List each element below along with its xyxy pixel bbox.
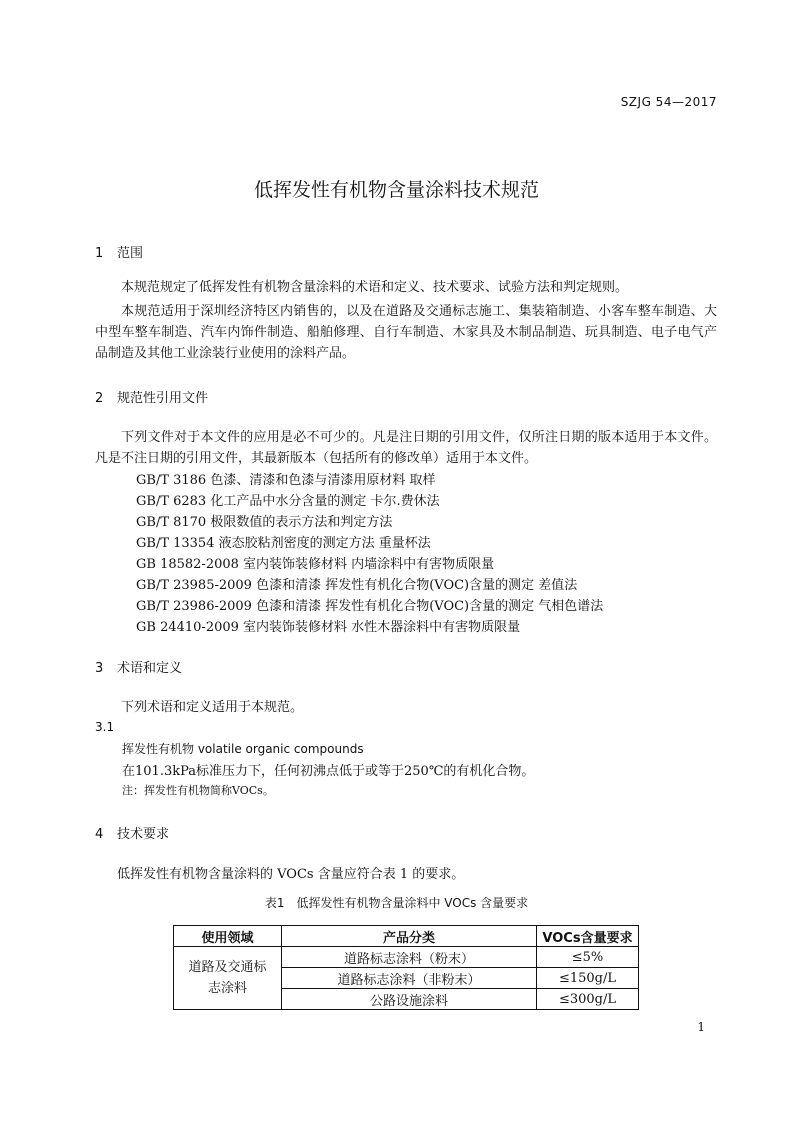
reference-item: GB/T 8170 极限数值的表示方法和判定方法: [136, 515, 393, 530]
term-entry: 挥发性有机物 volatile organic compounds: [122, 742, 364, 756]
section-title: 规范性引用文件: [117, 391, 209, 406]
domain-line: 志涂料: [207, 981, 247, 996]
terms-intro: 下列术语和定义适用于本规范。: [121, 700, 304, 715]
scope-paragraph-2: 本规范适用于深圳经济特区内销售的，以及在道路及交通标志施工、集装箱制造、小客车整车制造、大中型车整车制造、汽车内饰件制造、船舶修理、自行车制造、木家具及木制品制造、玩具制造、电子电气产品制造及其他工业涂装行业使用的涂料产品。: [95, 304, 717, 361]
table-caption: 表1 低挥发性有机物含量涂料中 VOCs 含量要求: [264, 896, 529, 910]
section-number: 3: [95, 661, 104, 676]
section-title: 术语和定义: [117, 661, 183, 676]
table-header-row: [174, 926, 639, 947]
references-intro: 下列文件对于本文件的应用是必不可少的。凡是注日期的引用文件，仅所注日期的版本适用于本文件。凡是不注日期的引用文件，其最新版本（包括所有的修改单）适用于本文件。: [95, 430, 717, 466]
section-number: 4: [95, 827, 104, 842]
limit-cell: ≤5%: [537, 947, 639, 968]
reference-item: GB/T 23986-2009 色漆和清漆 挥发性有机化合物(VOC)含量的测定 气相色谱法: [136, 599, 604, 614]
section-title: 技术要求: [117, 827, 170, 842]
header-domain: 使用领域: [174, 926, 282, 947]
page-number: 1: [697, 1020, 705, 1034]
term-definition: 在101.3kPa标准压力下，任何初沸点低于或等于250℃的有机化合物。: [122, 764, 535, 779]
header-product: 产品分类: [282, 926, 537, 947]
product-cell: 公路设施涂料: [282, 989, 537, 1010]
section-heading-references: [95, 387, 208, 406]
table-row: [174, 947, 639, 968]
document-number: SZJG 54—2017: [620, 95, 717, 109]
limit-cell: ≤150g/L: [537, 968, 639, 989]
section-heading-scope: [95, 242, 143, 261]
scope-paragraph-1: 本规范规定了低挥发性有机物含量涂料的术语和定义、技术要求、试验方法和判定规则。: [121, 280, 629, 295]
product-cell: 道路标志涂料（非粉末）: [282, 968, 537, 989]
term-note: 注：挥发性有机物简称VOCs。: [122, 784, 274, 797]
reference-item: GB/T 23985-2009 色漆和清漆 挥发性有机化合物(VOC)含量的测定 差值法: [136, 578, 578, 593]
domain-cell: [174, 947, 282, 1010]
section-title: 范围: [117, 246, 144, 261]
clause-number: 3.1: [95, 720, 115, 734]
section-number: 2: [95, 391, 104, 406]
product-cell: 道路标志涂料（粉末）: [282, 947, 537, 968]
reference-item: GB/T 3186 色漆、清漆和色漆与清漆用原材料 取样: [136, 473, 436, 488]
reference-item: GB/T 6283 化工产品中水分含量的测定 卡尔.费休法: [136, 494, 440, 509]
section-number: 1: [95, 246, 104, 261]
domain-line: 道路及交通标: [188, 960, 267, 975]
voc-requirements-table: [173, 925, 639, 1010]
limit-cell: ≤300g/L: [537, 989, 639, 1010]
reference-item: GB/T 13354 液态胶粘剂密度的测定方法 重量杯法: [136, 536, 431, 551]
section-heading-technical: [95, 823, 169, 842]
technical-intro: 低挥发性有机物含量涂料的 VOCs 含量应符合表 1 的要求。: [117, 867, 465, 882]
reference-item: GB 24410-2009 室内装饰装修材料 水性木器涂料中有害物质限量: [136, 620, 521, 635]
section-heading-terms: [95, 657, 182, 676]
reference-item: GB 18582-2008 室内装饰装修材料 内墙涂料中有害物质限量: [136, 557, 495, 572]
header-voc-limit: VOCs含量要求: [537, 926, 639, 947]
document-title: 低挥发性有机物含量涂料技术规范: [253, 179, 539, 201]
